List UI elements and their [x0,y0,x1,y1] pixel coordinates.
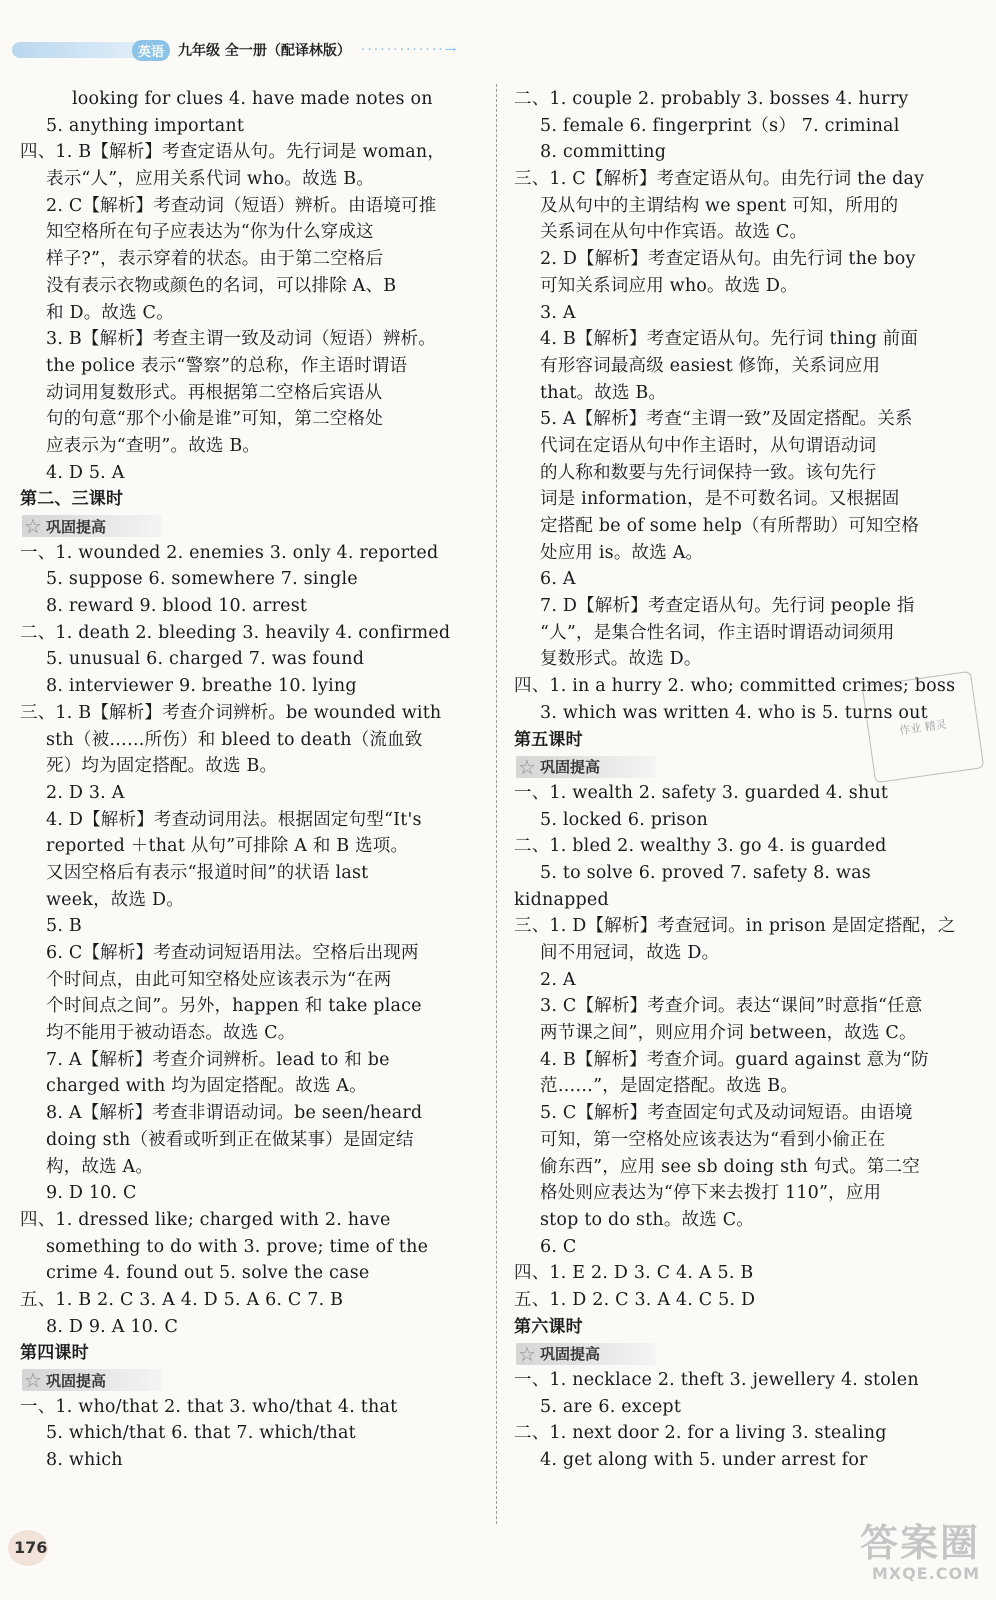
section-banner-label: 巩固提高 [539,1345,600,1364]
section-banner [20,513,488,540]
answer-line: 6. A [540,569,576,590]
answer-line: 3. which was written 4. who is 5. turns out [540,702,928,723]
answer-line: 四、1. in a hurry 2. who; committed crimes; boss [514,676,956,697]
answer-line: 二、1. bled 2. wealthy 3. go 4. is guarded [514,836,887,857]
star-icon: ☆ [24,514,42,539]
answer-line: 4. B【解析】考查介词。guard against 意为“防 [540,1049,929,1070]
page-number: 176 [14,1538,48,1557]
section-banner [20,1367,488,1394]
answer-line: “人”，是集合性名词，作主语时谓语动词须用 [540,622,895,643]
left-column [20,86,488,1474]
answer-line: 8. which [46,1450,123,1471]
answer-line: something to do with 3. prove; time of the [46,1236,429,1257]
answer-line: 三、1. D【解析】考查冠词。in prison 是固定搭配，之 [514,916,956,937]
answer-line: 词是 information，是不可数名词。又根据固 [540,489,900,510]
subject-badge: 英语 [132,40,170,61]
answer-line: 可知关系词应用 who。故选 D。 [540,275,798,296]
answer-line: 4. D【解析】考查动词用法。根据固定句型“It's [46,809,422,830]
answer-line: that。故选 B。 [540,382,667,403]
answer-line: 9. D 10. C [46,1183,137,1204]
right-column [514,86,984,1474]
answer-line: 代词在定语从句中作主语时，从句谓语动词 [540,435,877,456]
star-icon: ☆ [518,754,536,779]
answer-line: 知空格所在句子应表达为“你为什么穿成这 [46,222,374,243]
answer-line: 四、1. B【解析】考查定语从句。先行词是 woman， [20,142,446,163]
answer-line: 五、1. D 2. C 3. A 4. C 5. D [514,1289,756,1310]
watermark [820,1522,980,1592]
answer-line: 5. which/that 6. that 7. which/that [46,1423,356,1444]
answer-line: 句的句意“那个小偷是谁”可知，第二空格处 [46,409,383,430]
answer-line: 构，故选 A。 [46,1156,154,1177]
answer-line: 间不用冠词，故选 D。 [540,943,720,963]
answer-line: 一、1. who/that 2. that 3. who/that 4. that [20,1396,398,1417]
answer-line: 6. C [540,1236,577,1257]
answer-line: 5. female 6. fingerprint（s） 7. criminal [540,115,900,136]
answer-line: reported ＋that 从句”可排除 A 和 B 选项。 [46,836,409,857]
answer-line: 5. to solve 6. proved 7. safety 8. was [540,862,871,883]
watermark-url: MXQE.COM [871,1564,980,1583]
answer-line: 关系词在从句中作宾语。故选 C。 [540,222,808,243]
answer-line: stop to do sth。故选 C。 [540,1209,754,1230]
answer-line: 四、1. E 2. D 3. C 4. A 5. B [514,1263,754,1284]
answer-line: week，故选 D。 [46,889,184,910]
answer-line: 5. locked 6. prison [540,809,708,830]
answer-line: 5. A【解析】考查“主谓一致”及固定搭配。关系 [540,409,913,430]
answer-line: 样子?”，表示穿着的状态。由于第二空格后 [46,249,384,270]
answer-line: 3. C【解析】考查介词。表达“课间”时意指“任意 [540,996,923,1017]
answer-line: 动词用复数形式。再根据第二空格后宾语从 [46,382,383,403]
answer-line: 应表示为“查明”。故选 B。 [46,435,261,456]
answer-line: 有形容词最高级 easiest 修饰，关系词应用 [540,355,881,376]
answer-line: 8. committing [540,142,667,163]
answer-line: 2. A [540,969,576,990]
answer-line: 4. D 5. A [46,462,125,483]
answer-line: 5. are 6. except [540,1396,682,1417]
answer-line: sth（被……所伤）和 bleed to death（流血致 [46,729,423,750]
stamp: 作业 精灵 [862,671,985,783]
answer-line: 二、1. next door 2. for a living 3. stealing [514,1423,887,1444]
answer-line: 可知，第一空格处应该表达为“看到小偷正在 [540,1129,886,1150]
answer-line: 复数形式。故选 D。 [540,649,702,670]
answer-line: 处应用 is。故选 A。 [540,542,704,563]
watermark-logo: 答案圈 [859,1521,980,1565]
lesson-heading: 第二、三课时 [20,489,124,510]
answer-line: 五、1. B 2. C 3. A 4. D 5. A 6. C 7. B [20,1289,344,1310]
answer-line: charged with 均为固定搭配。故选 A。 [46,1076,367,1097]
lesson-heading: 第四课时 [20,1343,89,1364]
answer-line: 8. D 9. A 10. C [46,1316,179,1337]
answer-line: 和 D。故选 C。 [46,302,174,323]
answer-line: 8. interviewer 9. breathe 10. lying [46,676,357,697]
answer-line: looking for clues 4. have made notes on [72,89,433,109]
answer-line: 个时间点，由此可知空格处应该表示为“在两 [46,969,392,990]
answer-line: 范……”，是固定搭配。故选 B。 [540,1076,799,1097]
answer-line: 二、1. death 2. bleeding 3. heavily 4. confirmed [20,622,451,643]
section-banner [514,1340,984,1367]
answer-line: kidnapped [514,889,609,910]
answer-line: 2. D【解析】考查定语从句。由先行词 the boy [540,249,916,270]
answer-line: 3. B【解析】考查主谓一致及动词（短语）辨析。 [46,329,436,350]
answer-line: 又因空格后有表示“报道时间”的状语 last [46,862,369,883]
answer-line: 5. C【解析】考查固定句式及动词短语。由语境 [540,1103,913,1124]
book-title: 九年级 全一册（配译林版） [178,43,351,59]
answer-line: 一、1. wealth 2. safety 3. guarded 4. shut [514,782,889,803]
section-banner-label: 巩固提高 [45,517,106,536]
header-arrow: ·············→ [360,42,459,58]
answer-line: 三、1. B【解析】考查介词辨析。be wounded with [20,702,442,723]
section-banner-label: 巩固提高 [45,1371,106,1390]
lesson-heading: 第五课时 [514,729,583,750]
answer-line: 死）均为固定搭配。故选 B。 [46,756,278,777]
star-icon: ☆ [24,1368,42,1393]
lesson-heading: 第六课时 [514,1316,583,1337]
section-banner-label: 巩固提高 [539,758,600,777]
answer-line: crime 4. found out 5. solve the case [46,1263,370,1284]
answer-line: 均不能用于被动语态。故选 C。 [46,1023,296,1044]
answer-line: 及从句中的主谓结构 we spent 可知，所用的 [540,195,899,216]
answer-line: 8. reward 9. blood 10. arrest [46,596,308,617]
column-divider [496,84,497,1524]
answer-line: 没有表示衣物或颜色的名词，可以排除 A、B [46,275,397,296]
star-icon: ☆ [518,1341,536,1366]
answer-line: 7. D【解析】考查定语从句。先行词 people 指 [540,596,915,617]
answer-line: 两节课之间”，则应用介词 between，故选 C。 [540,1023,917,1044]
answer-line: 一、1. necklace 2. theft 3. jewellery 4. stolen [514,1370,919,1390]
answer-line: 5. B [46,916,82,937]
answer-line: 四、1. dressed like; charged with 2. have [20,1209,391,1230]
answer-line: 的人称和数要与先行词保持一致。该句先行 [540,462,877,483]
answer-line: 定搭配 be of some help（有所帮助）可知空格 [540,516,920,536]
answer-line: 6. C【解析】考查动词短语用法。空格后出现两 [46,943,419,963]
answer-line: 8. A【解析】考查非谓语动词。be seen/heard [46,1103,423,1124]
answer-line: doing sth（被看或听到正在做某事）是固定结 [46,1129,414,1150]
answer-line: 格处则应表达为“停下来去拨打 110”，应用 [540,1183,882,1204]
answer-line: 5. suppose 6. somewhere 7. single [46,569,358,590]
page-header [12,36,652,64]
answer-line: 4. get along with 5. under arrest for [540,1450,868,1471]
answer-line: 5. anything important [46,115,245,136]
answer-line: 2. D 3. A [46,782,125,803]
answer-line: 5. unusual 6. charged 7. was found [46,649,365,670]
answer-line: 表示“人”，应用关系代词 who。故选 B。 [46,169,375,190]
answer-line: 3. A [540,302,576,323]
answer-line: 个时间点之间”。另外，happen 和 take place [46,996,422,1017]
answer-line: 二、1. couple 2. probably 3. bosses 4. hurry [514,89,909,109]
answer-line: the police 表示“警察”的总称，作主语时谓语 [46,355,408,376]
answer-line: 偷东西”，应用 see sb doing sth 句式。第二空 [540,1156,920,1177]
answer-line: 4. B【解析】考查定语从句。先行词 thing 前面 [540,329,919,350]
answer-line: 2. C【解析】考查动词（短语）辨析。由语境可推 [46,195,437,216]
answer-line: 一、1. wounded 2. enemies 3. only 4. reported [20,542,439,563]
answer-line: 三、1. C【解析】考查定语从句。由先行词 the day [514,169,925,190]
answer-line: 7. A【解析】考查介词辨析。lead to 和 be [46,1049,390,1070]
